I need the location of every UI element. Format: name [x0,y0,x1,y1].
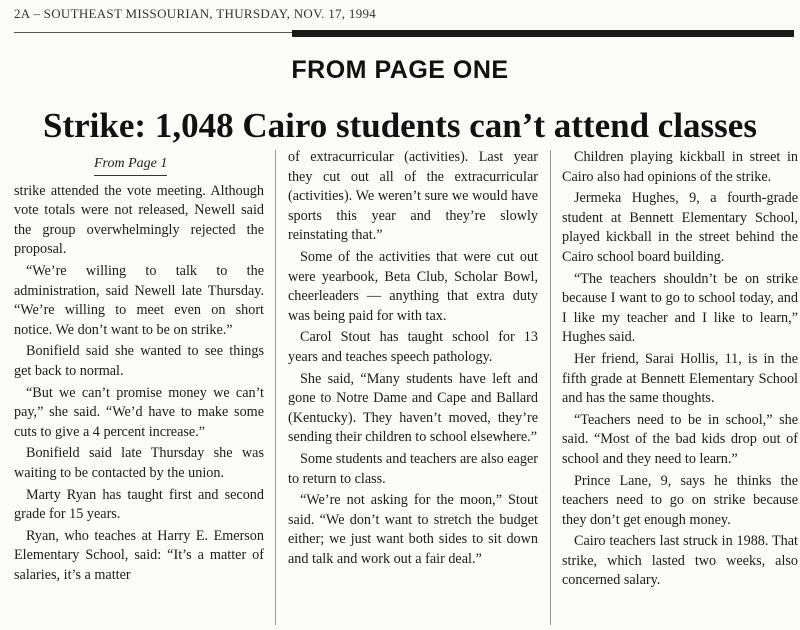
paragraph: Some of the activities that were cut out were yearbook, Beta Club, Scholar Bowl, cheerleaders — anything that extra duty was being paid for with tax. [288,248,538,324]
column-divider [550,150,551,625]
paragraph: of extracurricular (activities). Last year they cut out all of the extracurricular (activities). We weren’t sure we would have sports this year and they’re slowly reinstating that.” [288,149,538,244]
paragraph: strike attended the vote meeting. Although vote totals were not released, Newell said the group overwhelmingly rejected the proposal. [14,182,264,258]
article-column-2 [288,148,538,571]
paragraph: She said, “Many students have left and gone to Notre Dame and Cape and Ballard (Kentucky). They haven’t moved, they’re sending their children to school elsewhere.” [288,370,538,446]
paragraph: “But we can’t promise money we can’t pay,” she said. “We’d have to make some cuts to give a 4 percent increase.” [14,384,264,440]
paragraph: Her friend, Sarai Hollis, 11, is in the fifth grade at Bennett Elementary School and has the same thoughts. [562,350,798,407]
article-column-3 [562,148,798,593]
paragraph: “We’re not asking for the moon,” Stout said. “We don’t want to stretch the budget either; we just want both sides to sit down and talk and work out a fair deal.” [288,492,538,567]
column-divider [275,150,276,625]
paragraph: Prince Lane, 9, says he thinks the teachers need to go on strike because they don’t get enough money. [562,472,798,528]
paragraph: “We’re willing to talk to the administration, said Newell late Thursday. “We’re willing to meet even on short notice. We don’t want to be on strike.” [14,262,264,338]
paragraph: Jermeka Hughes, 9, a fourth-grade student at Bennett Elementary School, played kickball in the street behind the Cairo school board building. [562,190,798,265]
paragraph: Bonifield said late Thursday she was waiting to be contacted by the union. [14,445,264,481]
paragraph: Cairo teachers last struck in 1988. That strike, which lasted two weeks, also concerned salary. [562,533,798,589]
paragraph: Marty Ryan has taught first and second grade for 15 years. [14,486,264,523]
page-folio: 2A – SOUTHEAST MISSOURIAN, THURSDAY, NOV. 17, 1994 [14,6,377,21]
paragraph: “Teachers need to be in school,” she said. “Most of the bad kids drop out of school and they need to learn.” [562,411,798,467]
paragraph: Carol Stout has taught school for 13 years and teaches speech pathology. [288,329,538,365]
article-column-1 [14,148,264,587]
jump-line: From Page 1 [94,154,167,176]
paragraph: “The teachers shouldn’t be on strike because I want to go to school today, and I like my teacher and I like to learn,” Hughes said. [562,270,798,346]
paragraph: Some students and teachers are also eager to return to class. [288,450,538,487]
paragraph: Children playing kickball in street in Cairo also had opinions of the strike. [562,149,798,185]
section-heading: FROM PAGE ONE [291,56,509,84]
section-bar [292,30,794,37]
article-headline: Strike: 1,048 Cairo students can’t attend classes [43,106,757,145]
paragraph: Bonifield said she wanted to see things get back to normal. [14,343,264,379]
paragraph: Ryan, who teaches at Harry E. Emerson Elementary School, said: “It’s a matter of salaries, it’s a matter [14,527,264,583]
